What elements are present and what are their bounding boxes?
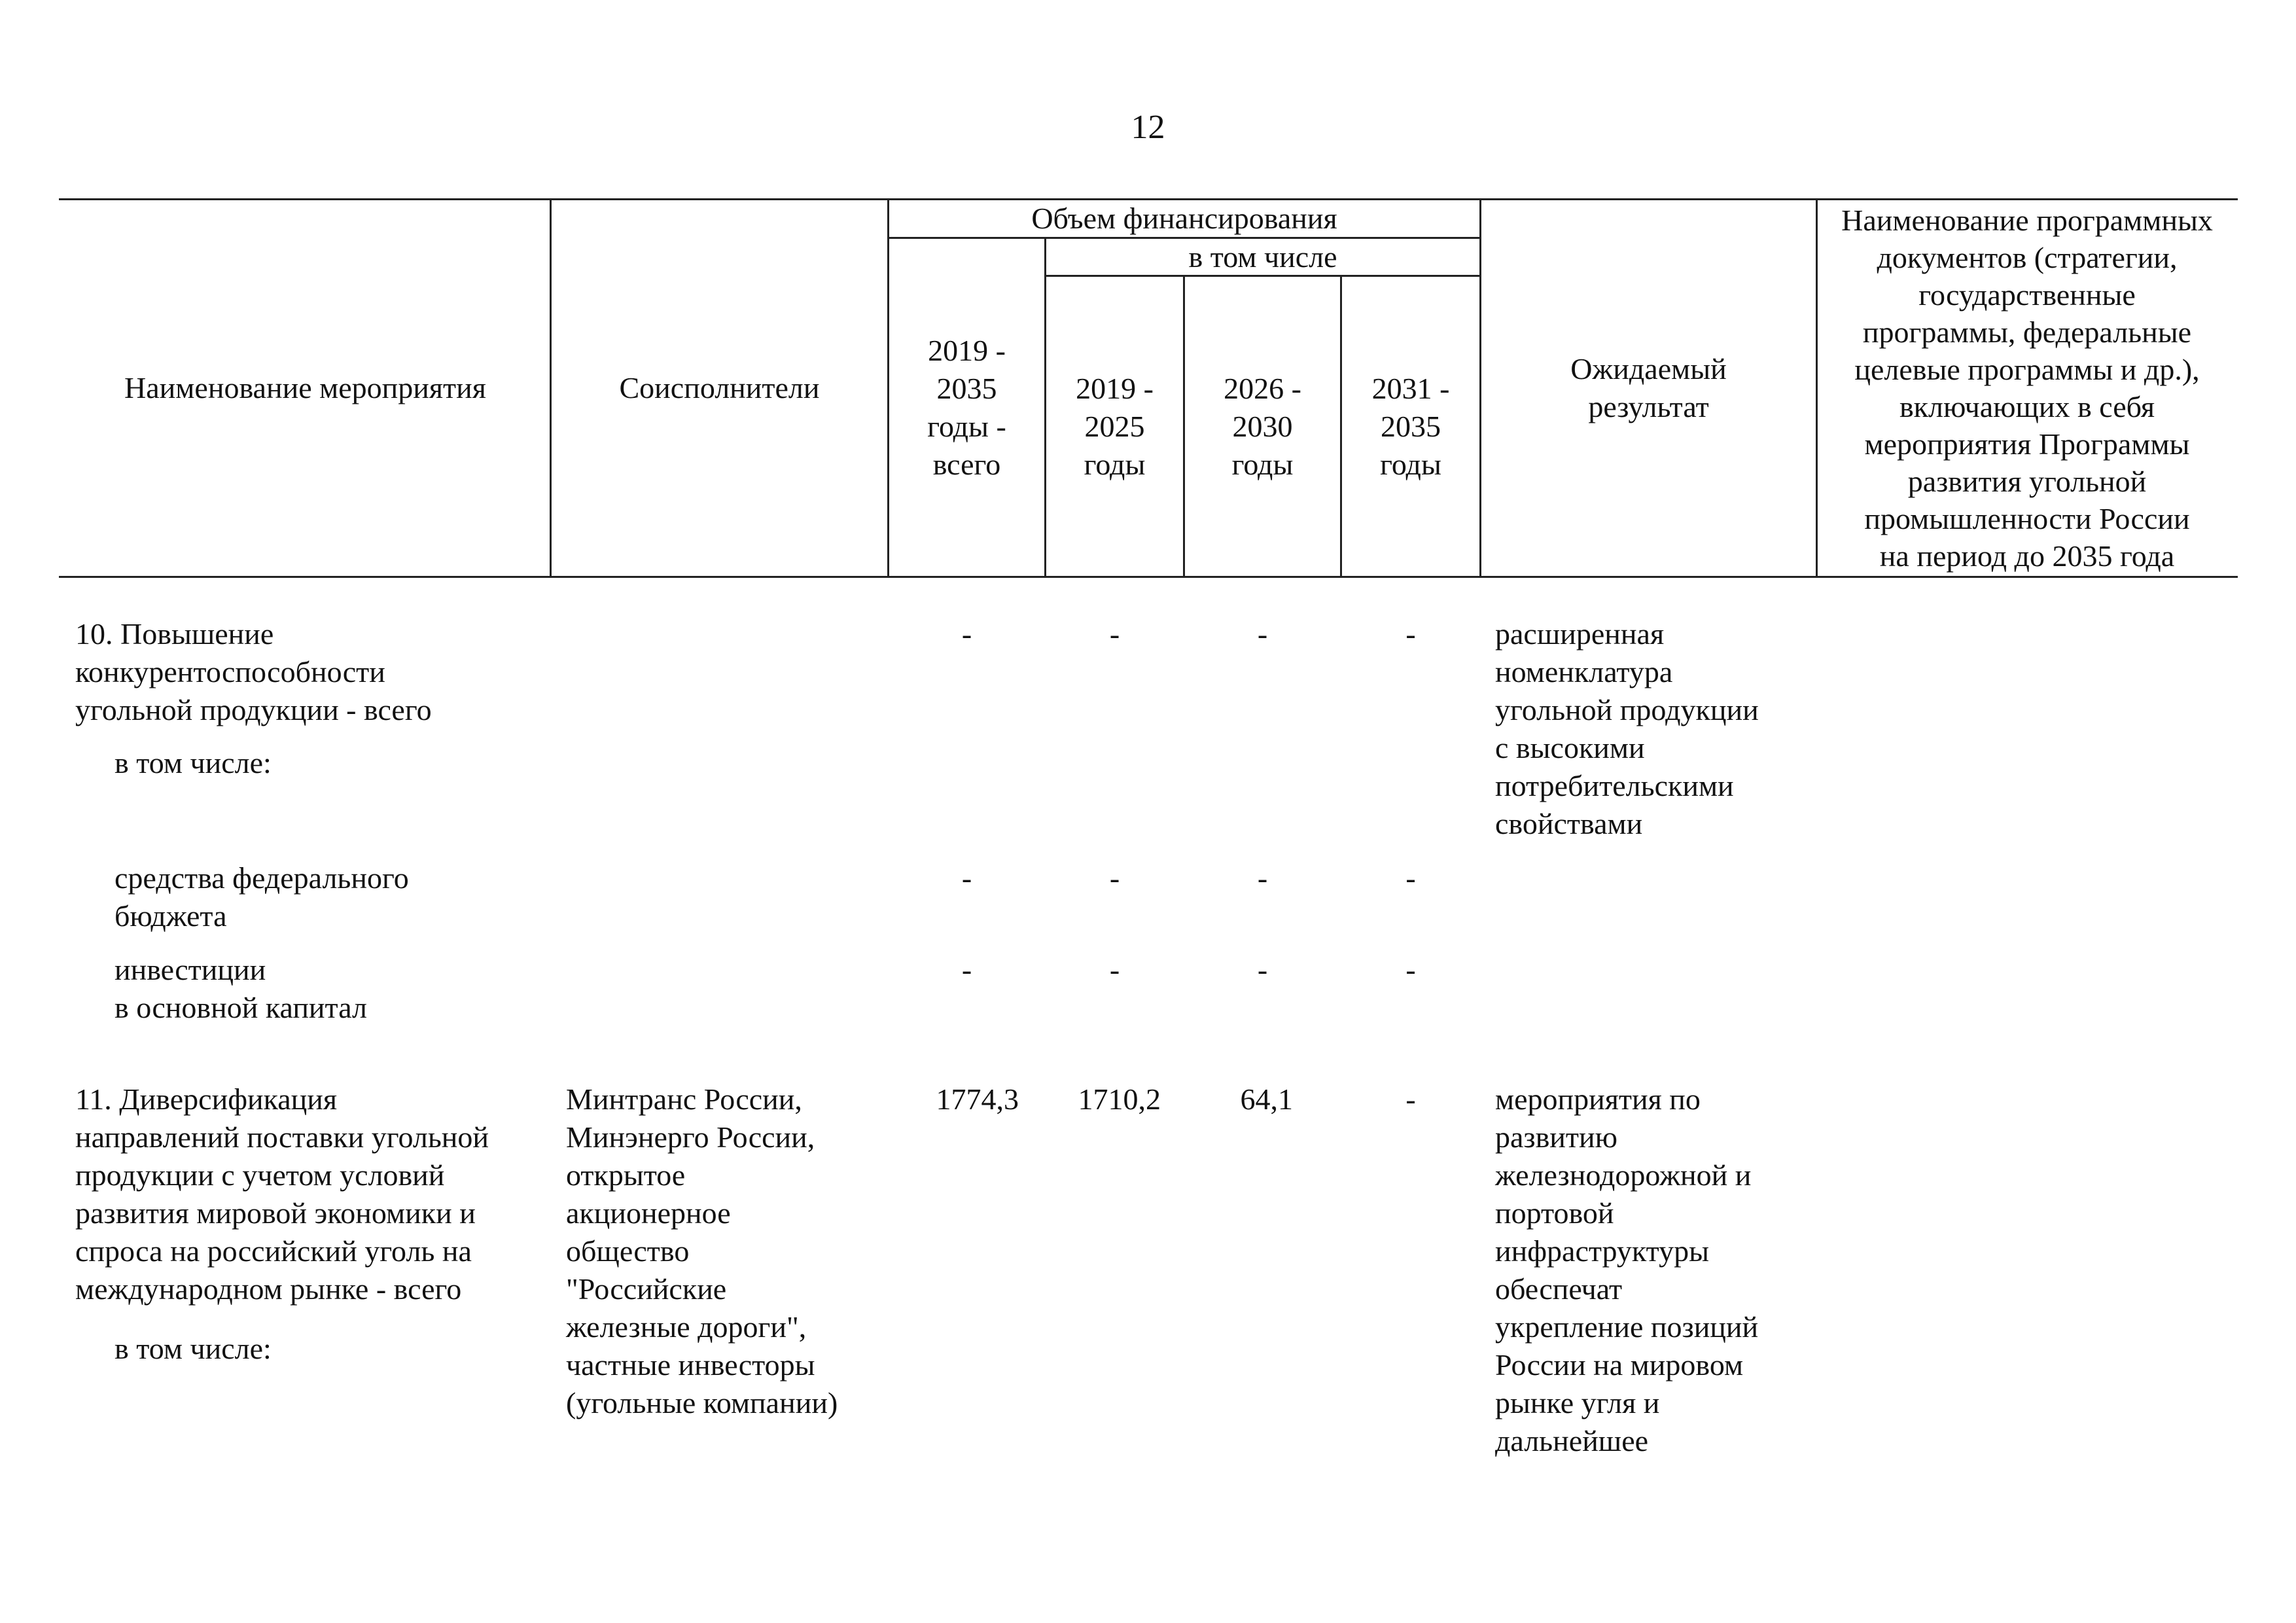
header-bottom-rule — [59, 576, 2238, 578]
header-2019-2025: 2019 - 2025 годы — [1076, 371, 1154, 481]
row10-investment-total: - — [961, 953, 972, 986]
row10-investment-2031-2035: - — [1405, 953, 1416, 986]
row10-value-2031-2035: - — [1405, 617, 1416, 651]
row10-federal-total: - — [961, 861, 972, 895]
row11-measure-name: 11. Диверсификация направлений поставки угольной продукции с учетом условий развития мировой экономики и спроса на российский уголь на международном рынке - всего — [75, 1082, 489, 1306]
row10-value-total: - — [961, 617, 972, 651]
header-coexecutors: Соисполнители — [619, 371, 820, 404]
row11-value-2031-2035: - — [1405, 1082, 1416, 1116]
row10-investments-label: инвестиции в основной капитал — [115, 953, 367, 1024]
row10-federal-budget-label: средства федерального бюджета — [115, 861, 409, 933]
header-total-2019-2035: 2019 - 2035 годы - всего — [927, 333, 1006, 481]
header-financing-volume: Объем финансирования — [1031, 201, 1337, 235]
header-including: в том числе — [1188, 240, 1337, 274]
row10-value-2019-2025: - — [1109, 617, 1120, 651]
header-program-documents: Наименование программных документов (стратегии, государственные программы, федеральные целевые программы и др.), включающих в себя мероприятия Программы развития угольной промышленности России на период до 2035 года — [1841, 204, 2213, 573]
row10-value-2026-2030: - — [1257, 617, 1268, 651]
row11-value-2019-2025: 1710,2 — [1078, 1082, 1161, 1116]
row10-federal-2019-2025: - — [1109, 861, 1120, 895]
row11-including-label: в том числе: — [115, 1332, 272, 1365]
page-number: 12 — [1131, 109, 1165, 146]
row11-value-2026-2030: 64,1 — [1240, 1082, 1293, 1116]
row10-measure-name: 10. Повышение конкурентоспособности угольной продукции - всего — [75, 617, 432, 726]
row10-federal-2026-2030: - — [1257, 861, 1268, 895]
row10-expected-result: расширенная номенклатура угольной продукции с высокими потребительскими свойствами — [1495, 617, 1759, 840]
row11-expected-result: мероприятия по развитию железнодорожной и портовой инфраструктуры обеспечат укрепление позиций России на мировом рынке угля и дальнейшее — [1495, 1082, 1759, 1457]
row10-including-label: в том числе: — [115, 746, 272, 779]
row11-value-total: 1774,3 — [936, 1082, 1019, 1116]
header-2031-2035: 2031 - 2035 годы — [1371, 371, 1450, 481]
row11-coexecutors: Минтранс России, Минэнерго России, открытое акционерное общество "Российские железные дороги", частные инвесторы (угольные компании) — [566, 1082, 838, 1419]
header-2026-2030: 2026 - 2030 годы — [1224, 371, 1301, 481]
header-measure-name: Наименование мероприятия — [124, 371, 486, 404]
row10-federal-2031-2035: - — [1405, 861, 1416, 895]
header-expected-result: Ожидаемый результат — [1570, 352, 1727, 423]
row10-investment-2026-2030: - — [1257, 953, 1268, 986]
row10-investment-2019-2025: - — [1109, 953, 1120, 986]
